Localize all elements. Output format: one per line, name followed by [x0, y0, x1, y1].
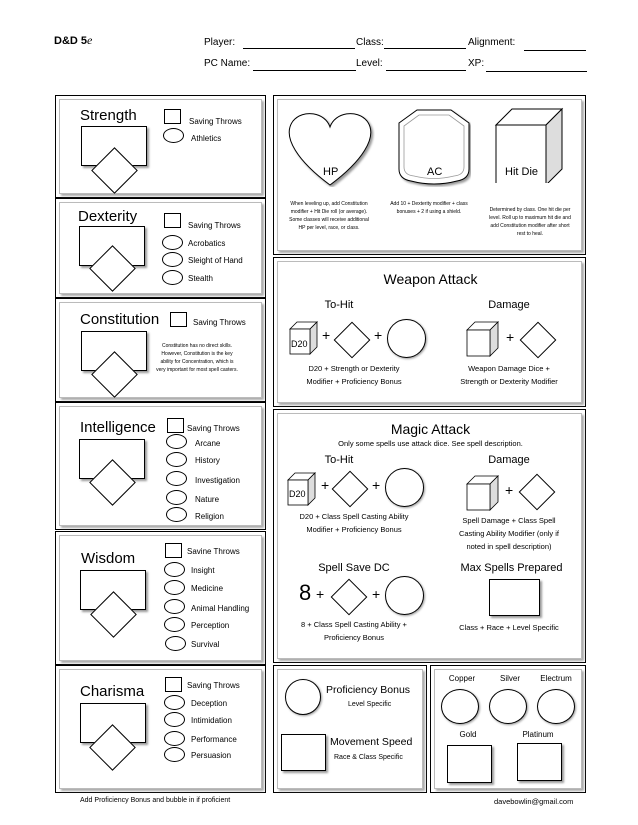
- skill-bubble[interactable]: [164, 617, 185, 632]
- proficiency-circle[interactable]: [385, 576, 424, 615]
- to-hit-description: [274, 362, 434, 388]
- player-field[interactable]: [243, 48, 355, 49]
- wisdom-panel: [55, 531, 266, 665]
- spell-save-dc-title: Spell Save DC: [318, 562, 390, 574]
- saving-throw-label: Saving Throws: [189, 117, 242, 126]
- to-hit-label: To-Hit: [324, 454, 354, 466]
- movement-speed-box[interactable]: [281, 734, 326, 771]
- skill-label: Performance: [191, 735, 237, 744]
- skill-bubble[interactable]: [164, 695, 185, 710]
- skill-bubble[interactable]: [164, 712, 185, 727]
- skill-label: Acrobatics: [188, 239, 226, 248]
- ability-title: Intelligence: [80, 419, 156, 436]
- spell-save-dc-base: 8: [299, 580, 312, 605]
- pc-name-field[interactable]: [253, 70, 356, 71]
- plus-sign: +: [506, 329, 515, 345]
- skill-label: Nature: [195, 495, 220, 504]
- spell-save-dc-description-line: Proficiency Bonus: [323, 633, 385, 642]
- skill-bubble[interactable]: [166, 507, 187, 522]
- proficiency-bonus-circle[interactable]: [285, 679, 321, 715]
- proficiency-bonus-title: Proficiency Bonus: [326, 684, 411, 696]
- max-spells-box[interactable]: [489, 579, 540, 616]
- damage-label: Damage: [488, 454, 530, 466]
- saving-throw-checkbox[interactable]: [167, 418, 184, 433]
- skill-label: Deception: [191, 699, 228, 708]
- spell-save-dc-description-line: 8 + Class Spell Casting Ability +: [301, 620, 407, 629]
- pc-name-label: PC Name:: [204, 58, 251, 69]
- skill-label: Sleight of Hand: [188, 256, 243, 265]
- skill-label: History: [195, 456, 220, 465]
- coin-label-platinum: Platinum: [522, 730, 554, 739]
- plus-sign: +: [372, 586, 381, 602]
- proficiency-movement-panel: [273, 665, 427, 793]
- constitution-note: Constitution has no direct skills. However, Constitution is the key ability for Concentration, which is very important for most spell casters.: [156, 343, 238, 373]
- damage-description-line: Spell Damage + Class Spell: [462, 516, 556, 525]
- saving-throw-checkbox[interactable]: [165, 677, 182, 692]
- coin-label-copper: Copper: [448, 674, 476, 683]
- to-hit-description-line: Modifier + Proficiency Bonus: [306, 525, 402, 534]
- platinum-coin-box[interactable]: [517, 743, 562, 781]
- charisma-panel: [55, 665, 266, 793]
- skill-bubble[interactable]: [164, 562, 185, 577]
- hit-die-label: Hit Die: [505, 166, 539, 178]
- skill-label: Intimidation: [191, 716, 232, 725]
- constitution-panel: [55, 298, 266, 402]
- plus-sign: +: [321, 477, 330, 493]
- skill-bubble[interactable]: [162, 235, 183, 250]
- hp-label: HP: [323, 166, 339, 178]
- footer-note: Add Proficiency Bonus and bubble in if proficient: [80, 797, 231, 804]
- weapon-attack-panel: [273, 257, 586, 407]
- skill-bubble[interactable]: [162, 252, 183, 267]
- max-spells-title: Max Spells Prepared: [460, 562, 563, 574]
- xp-label: XP:: [468, 58, 485, 69]
- electrum-coin-circle[interactable]: [537, 689, 575, 724]
- movement-speed-desc: Race & Class Specific: [334, 754, 403, 761]
- intelligence-panel: [55, 402, 266, 530]
- weapon-attack-title: Weapon Attack: [383, 271, 478, 287]
- skill-bubble[interactable]: [166, 434, 187, 449]
- saving-throw-checkbox[interactable]: [164, 213, 181, 228]
- magic-attack-title: Magic Attack: [390, 421, 471, 437]
- magic-attack-panel: [273, 409, 586, 663]
- coin-label-gold: Gold: [459, 730, 477, 739]
- skill-label: Investigation: [195, 476, 240, 485]
- skill-label: Stealth: [188, 274, 213, 283]
- skill-bubble[interactable]: [165, 636, 186, 651]
- skill-label: Animal Handling: [191, 604, 250, 613]
- proficiency-circle[interactable]: [387, 319, 426, 358]
- plus-sign: +: [322, 327, 331, 343]
- damage-description-line: Strength or Dexterity Modifier: [460, 377, 558, 386]
- skill-bubble[interactable]: [164, 747, 185, 762]
- to-hit-description-line: D20 + Strength or Dexterity: [308, 364, 400, 373]
- hit-die-description: Determined by class. One hit die per level. Roll up to maximum hit die and add Constitution modifier after short rest to heal.: [489, 207, 571, 237]
- damage-description: [439, 362, 579, 388]
- coin-label-electrum: Electrum: [540, 674, 572, 683]
- silver-coin-circle[interactable]: [489, 689, 527, 724]
- skill-bubble[interactable]: [163, 128, 184, 143]
- proficiency-bonus-desc: Level Specific: [348, 701, 392, 708]
- ability-title: Charisma: [80, 683, 145, 700]
- damage-description: [439, 514, 579, 553]
- saving-throw-label: Saving Throws: [193, 318, 246, 327]
- saving-throw-label: Saving Throws: [187, 424, 240, 433]
- alignment-field[interactable]: [524, 50, 586, 51]
- skill-label: Medicine: [191, 584, 224, 593]
- author-email: davebowlin@gmail.com: [494, 797, 574, 806]
- spell-save-dc-description: [274, 618, 434, 644]
- vitals-panel: [273, 95, 586, 255]
- ac-description: Add 10 + Dexterity modifier + class bonuses + 2 if using a shield.: [390, 201, 468, 215]
- saving-throw-checkbox[interactable]: [170, 312, 187, 327]
- ac-label: AC: [427, 166, 443, 178]
- skill-label: Athletics: [191, 134, 222, 143]
- skill-bubble[interactable]: [164, 599, 185, 614]
- skill-label: Persuasion: [191, 751, 232, 760]
- ability-title: Strength: [80, 107, 137, 124]
- movement-speed-title: Movement Speed: [330, 736, 413, 748]
- plus-sign: +: [372, 477, 381, 493]
- level-field[interactable]: [386, 70, 466, 71]
- damage-description-line: Casting Ability Modifier (only if: [458, 529, 560, 538]
- strength-panel: [55, 95, 266, 198]
- ability-title: Constitution: [80, 311, 160, 328]
- skill-bubble[interactable]: [164, 580, 185, 595]
- copper-coin-circle[interactable]: [441, 689, 479, 724]
- damage-die-icon[interactable]: [466, 475, 500, 511]
- plus-sign: +: [374, 327, 383, 343]
- damage-description-line: Weapon Damage Dice +: [468, 364, 550, 373]
- d20-label: D20: [291, 339, 308, 349]
- xp-field[interactable]: [486, 71, 587, 72]
- skill-bubble[interactable]: [162, 270, 183, 285]
- saving-throw-label: Saving Throws: [188, 221, 241, 230]
- skill-bubble[interactable]: [166, 452, 187, 467]
- skill-label: Perception: [191, 621, 230, 630]
- to-hit-description-line: Modifier + Proficiency Bonus: [306, 377, 402, 386]
- d20-die-icon[interactable]: [289, 321, 319, 355]
- dexterity-panel: [55, 198, 266, 298]
- damage-description-line: noted in spell description): [466, 542, 552, 551]
- to-hit-label: To-Hit: [324, 299, 354, 311]
- plus-sign: +: [316, 586, 325, 602]
- alignment-label: Alignment:: [468, 37, 516, 48]
- skill-label: Arcane: [195, 439, 221, 448]
- class-label: Class:: [356, 37, 384, 48]
- ability-title: Dexterity: [78, 208, 138, 225]
- max-spells-description: Class + Race + Level Specific: [459, 623, 559, 632]
- logo: D&D 5e: [54, 33, 93, 47]
- plus-sign: +: [505, 482, 514, 498]
- saving-throw-checkbox[interactable]: [165, 543, 182, 558]
- skill-bubble[interactable]: [166, 471, 187, 486]
- skill-label: Religion: [195, 512, 224, 521]
- coins-panel: [430, 665, 586, 793]
- to-hit-description-line: D20 + Class Spell Casting Ability: [299, 512, 409, 521]
- magic-attack-subtitle: Only some spells use attack dice. See spell description.: [338, 439, 523, 448]
- hp-description: When leveling up, add Constitution modifier + Hit Die roll (or average). Some classes will receive additional HP per level, race, or class.: [289, 201, 369, 231]
- skill-bubble[interactable]: [166, 490, 187, 505]
- proficiency-circle[interactable]: [385, 468, 424, 507]
- ability-title: Wisdom: [81, 550, 136, 567]
- saving-throw-checkbox[interactable]: [164, 109, 181, 124]
- skill-bubble[interactable]: [164, 731, 185, 746]
- saving-throw-label: Saving Throws: [187, 681, 240, 690]
- to-hit-description: [274, 510, 434, 536]
- player-label: Player:: [204, 37, 236, 48]
- skill-label: Insight: [191, 566, 215, 575]
- saving-throw-label: Savine Throws: [187, 547, 240, 556]
- coin-label-silver: Silver: [499, 674, 520, 683]
- skill-label: Survival: [191, 640, 220, 649]
- damage-die-icon[interactable]: [466, 321, 500, 357]
- d20-label: D20: [289, 489, 306, 499]
- class-field[interactable]: [384, 48, 466, 49]
- gold-coin-box[interactable]: [447, 745, 492, 783]
- level-label: Level:: [356, 58, 383, 69]
- damage-label: Damage: [488, 299, 530, 311]
